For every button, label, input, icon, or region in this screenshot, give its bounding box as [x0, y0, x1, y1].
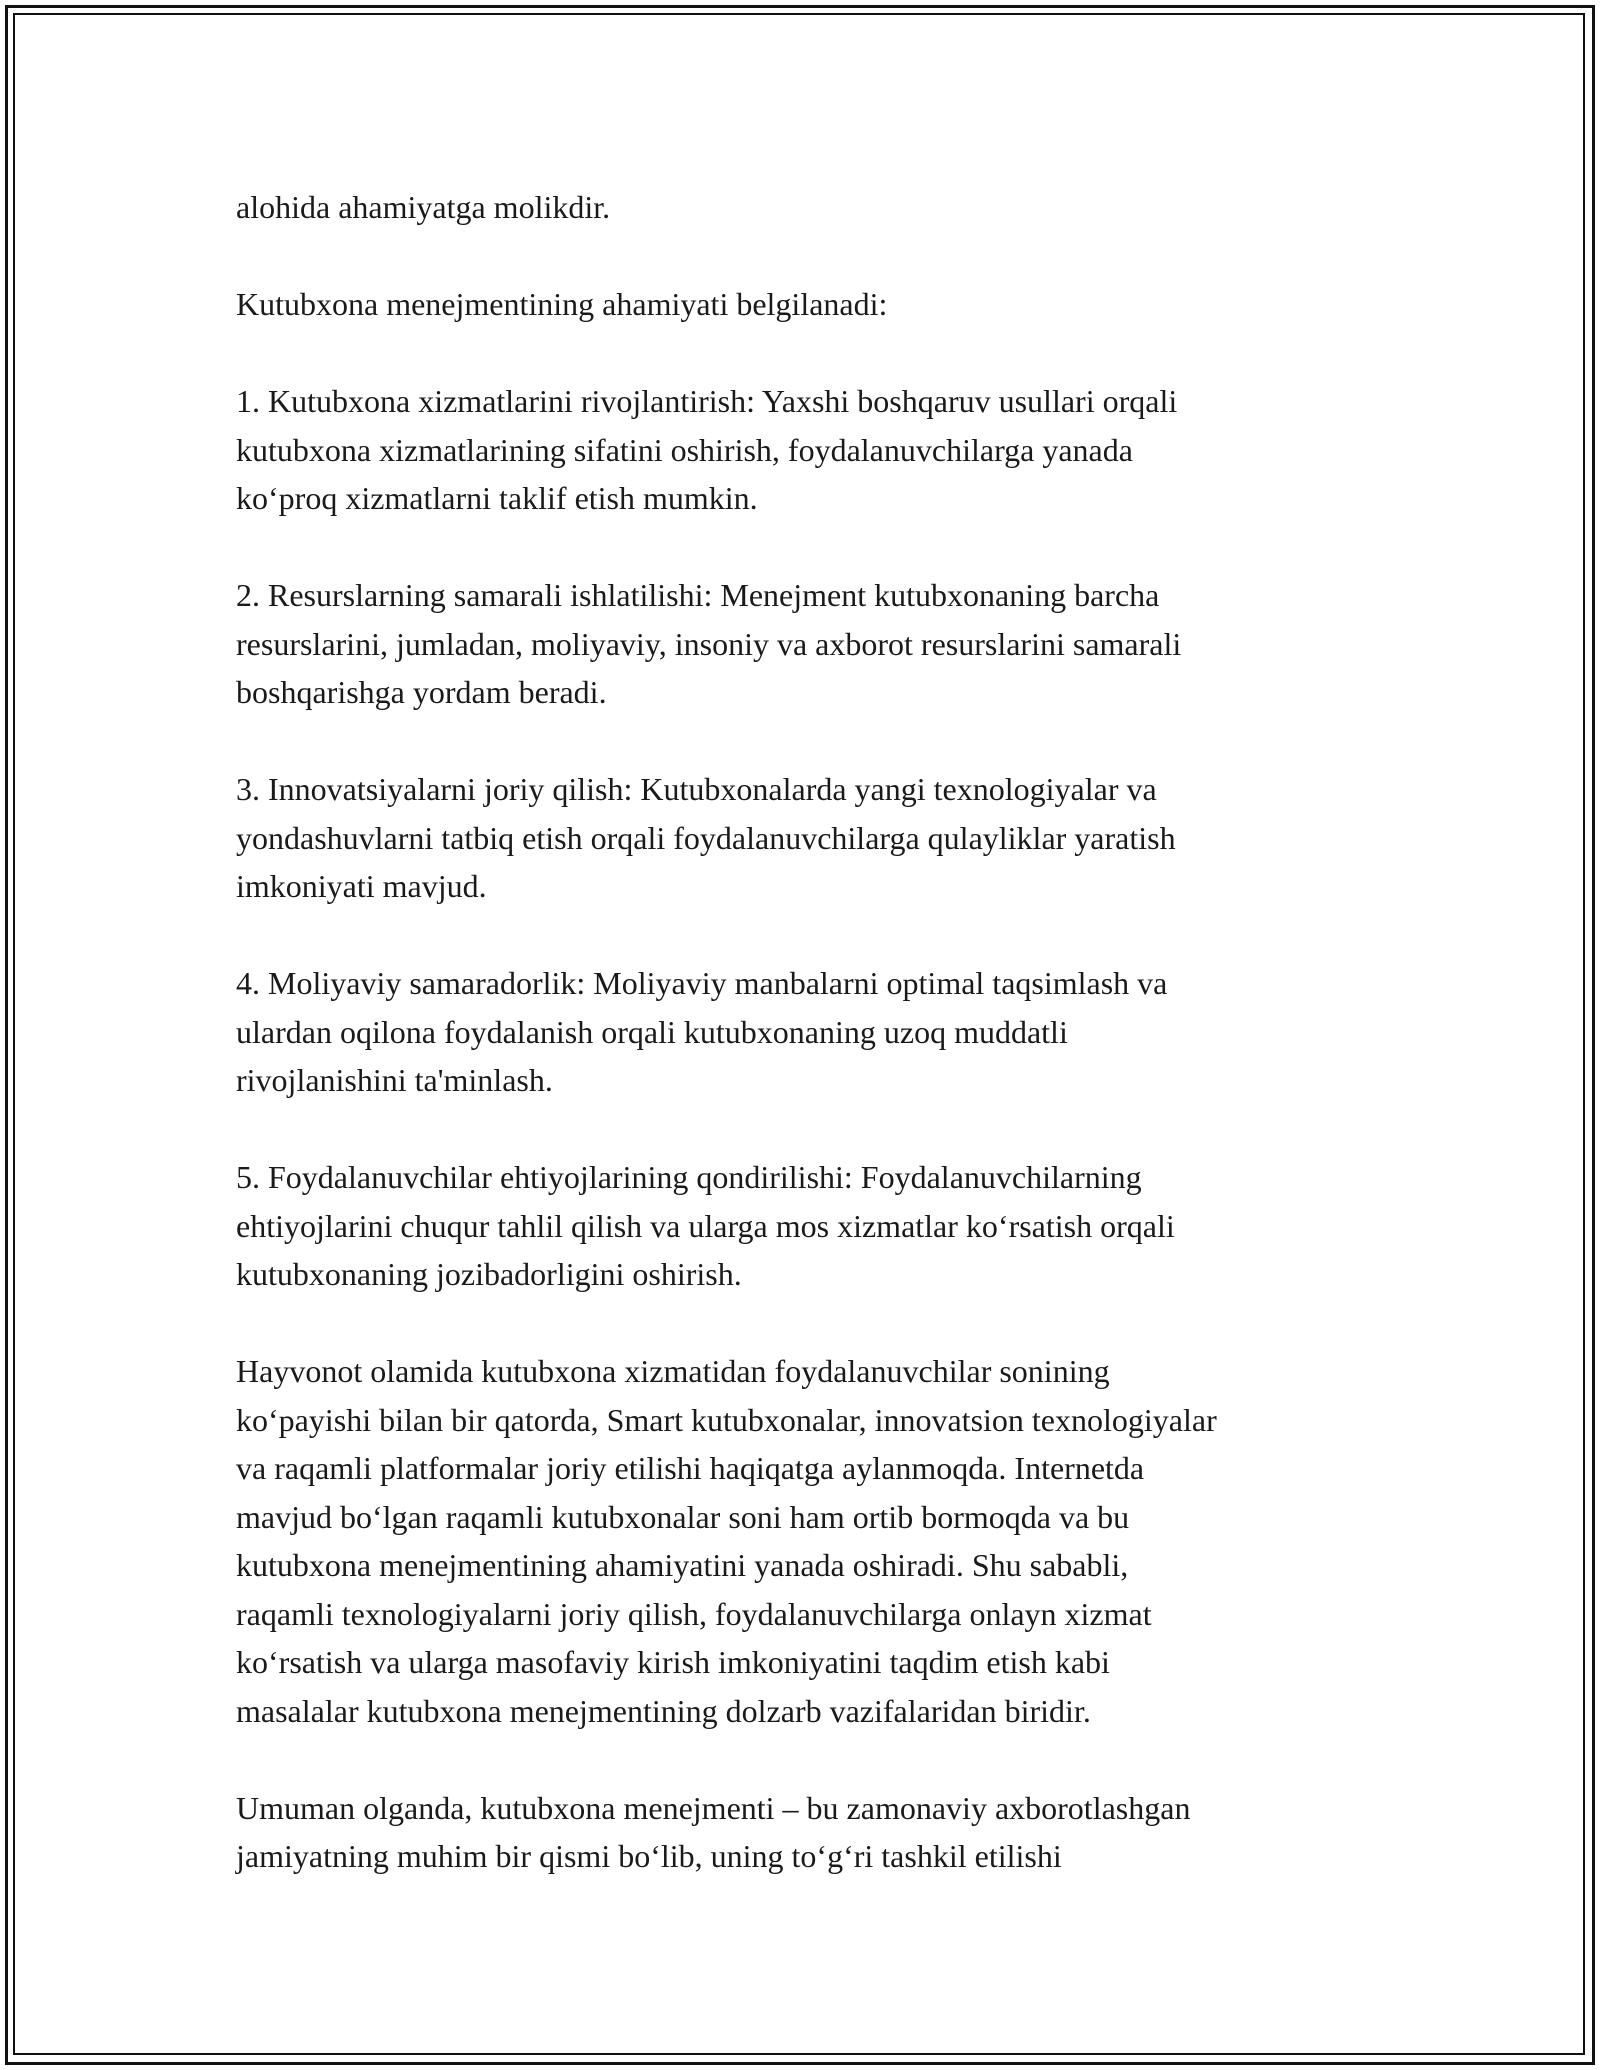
list-item-5: 5. Foydalanuvchilar ehtiyojlarining qondirilishi: Foydalanuvchilarning ehtiyojlarini chuqur tahlil qilish va ularga mos xizmatlar ko‘rsatish orqali kutubxonaning jozibadorligini oshirish. — [236, 1159, 1175, 1292]
list-item-4: 4. Moliyaviy samaradorlik: Moliyaviy manbalarni optimal taqsimlash va ulardan oqilona foydalanish orqali kutubxonaning uzoq muddatli rivojlanishini ta'minlash. — [236, 965, 1168, 1098]
list-item-2: 2. Resurslarning samarali ishlatilishi: Menejment kutubxonaning barcha resurslarini, jumladan, moliyaviy, insoniy va axborot resurslarini samarali boshqarishga yordam beradi. — [236, 577, 1182, 710]
paragraph-smart-libraries: Hayvonot olamida kutubxona xizmatidan foydalanuvchilar sonining ko‘payishi bilan bir qatorda, Smart kutubxonalar, innovatsion texnologiyalar va raqamli platformalar joriy etilishi haqiqatga aylanmoqda. Internetda mavjud bo‘lgan raqamli kutubxonalar soni ham ortib bormoqda va bu kutubxona menejmentining ahamiyatini yanada oshiradi. Shu sababli, raqamli texnologiyalarni joriy qilish, foydalanuvchilarga onlayn xizmat ko‘rsatish va ularga masofaviy kirish imkoniyatini taqdim etish kabi masalalar kutubxona menejmentining dolzarb vazifalaridan biridir. — [236, 1353, 1217, 1729]
list-item-3: 3. Innovatsiyalarni joriy qilish: Kutubxonalarda yangi texnologiyalar va yondashuvlarni tatbiq etish orqali foydalanuvchilarga qulayliklar yaratish imkoniyati mavjud. — [236, 771, 1176, 904]
paragraph-continuation: alohida ahamiyatga molikdir. — [236, 189, 611, 225]
paragraph-importance-intro: Kutubxona menejmentining ahamiyati belgilanadi: — [236, 286, 888, 322]
document-body — [236, 183, 1386, 1881]
list-item-1: 1. Kutubxona xizmatlarini rivojlantirish: Yaxshi boshqaruv usullari orqali kutubxona xizmatlarining sifatini oshirish, foydalanuvchilarga yanada ko‘proq xizmatlarni taklif etish mumkin. — [236, 383, 1178, 516]
paragraph-conclusion: Umuman olganda, kutubxona menejmenti – bu zamonaviy axborotlashgan jamiyatning muhim bir qismi bo‘lib, uning to‘g‘ri tashkil etilishi — [236, 1789, 1191, 1874]
